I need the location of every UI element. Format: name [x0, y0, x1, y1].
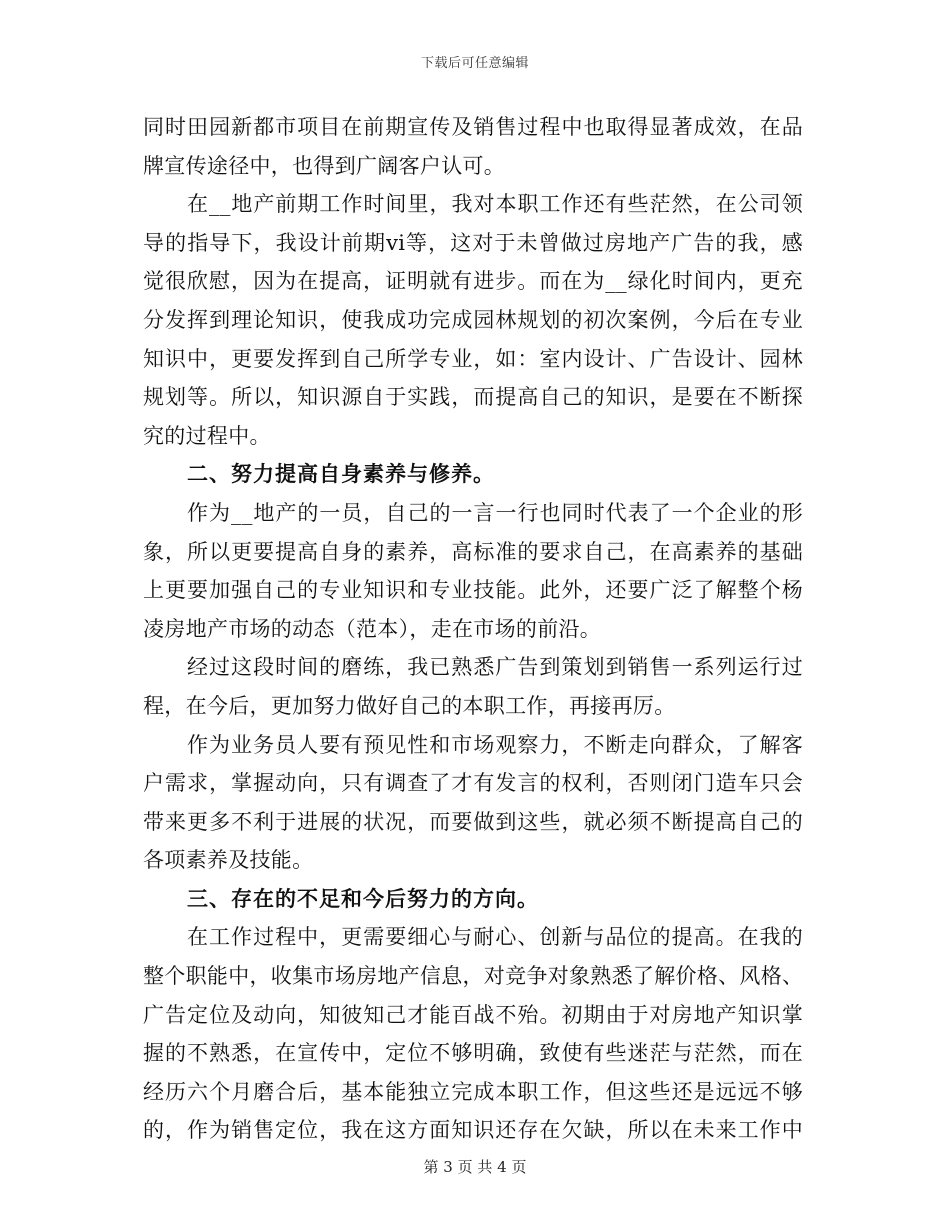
- body-text-line: 同时田园新都市项目在前期宣传及销售过程中也取得显著成效，在品: [143, 115, 803, 139]
- body-text-line: 象，所以更要提高自身的素养，高标准的要求自己，在高素养的基础: [143, 539, 803, 564]
- body-text-line: 的，作为销售定位，我在这方面知识还存在欠缺，所以在未来工作中: [143, 1118, 803, 1143]
- body-text-line: 经历六个月磨合后，基本能独立完成本职工作，但这些还是远远不够: [143, 1079, 803, 1104]
- body-text-line: 户需求，掌握动向，只有调查了才有发言的权利，否则闭门造车只会: [143, 771, 803, 796]
- body-text-line: 知识中，更要发挥到自己所学专业，如：室内设计、广告设计、园林: [143, 346, 803, 371]
- page-number-footer: 第 3 页 共 4 页: [423, 1158, 527, 1176]
- paragraph-first-line: 经过这段时间的磨练，我已熟悉广告到策划到销售一系列运行过: [187, 655, 803, 680]
- body-text-line: 广告定位及动向，知彼知己才能百战不殆。初期由于对房地产知识掌: [143, 1002, 803, 1027]
- paragraph-first-line: 作为__地产的一员，自己的一言一行也同时代表了一个企业的形: [187, 500, 803, 525]
- paragraph-last-line: 凌房地产市场的动态（范本），走在市场的前沿。: [143, 616, 602, 641]
- body-text-line: 带来更多不利于进展的状况，而要做到这些，就必须不断提高自己的: [143, 809, 803, 834]
- section-heading: 三、存在的不足和今后努力的方向。: [187, 885, 539, 911]
- paragraph-first-line: 作为业务员人要有预见性和市场观察力，不断走向群众，了解客: [187, 732, 803, 757]
- paragraph-first-line: 在工作过程中，更需要细心与耐心、创新与品位的提高。在我的: [187, 925, 803, 950]
- body-text-line: 分发挥到理论知识，使我成功完成园林规划的初次案例，今后在专业: [143, 307, 803, 332]
- paragraph-last-line: 程，在今后，更加努力做好自己的本职工作，再接再厉。: [143, 693, 676, 718]
- body-text-line: 上更要加强自己的专业知识和专业技能。此外，还要广泛了解整个杨: [143, 578, 803, 603]
- document-body: [143, 108, 803, 1150]
- body-text-line: 规划等。所以，知识源自于实践，而提高自己的知识，是要在不断探: [143, 385, 803, 410]
- paragraph-last-line: 牌宣传途径中，也得到广阔客户认可。: [143, 153, 506, 178]
- paragraph-first-line: 在__地产前期工作时间里，我对本职工作还有些茫然，在公司领: [187, 192, 803, 217]
- body-text-line: 握的不熟悉，在宣传中，定位不够明确，致使有些迷茫与茫然，而在: [143, 1041, 803, 1066]
- body-text-line: 导的指导下，我设计前期vi等，这对于未曾做过房地产广告的我，感: [143, 230, 803, 255]
- body-text-line: 整个职能中，收集市场房地产信息，对竞争对象熟悉了解价格、风格、: [143, 964, 803, 989]
- paragraph-last-line: 各项素养及技能。: [143, 848, 314, 873]
- page-header-note: 下载后可任意编辑: [420, 56, 529, 71]
- paragraph-last-line: 究的过程中。: [143, 423, 271, 448]
- body-text-line: 觉很欣慰，因为在提高，证明就有进步。而在为__绿化时间内，更充: [143, 269, 803, 294]
- section-heading: 二、努力提高自身素养与修养。: [187, 461, 495, 487]
